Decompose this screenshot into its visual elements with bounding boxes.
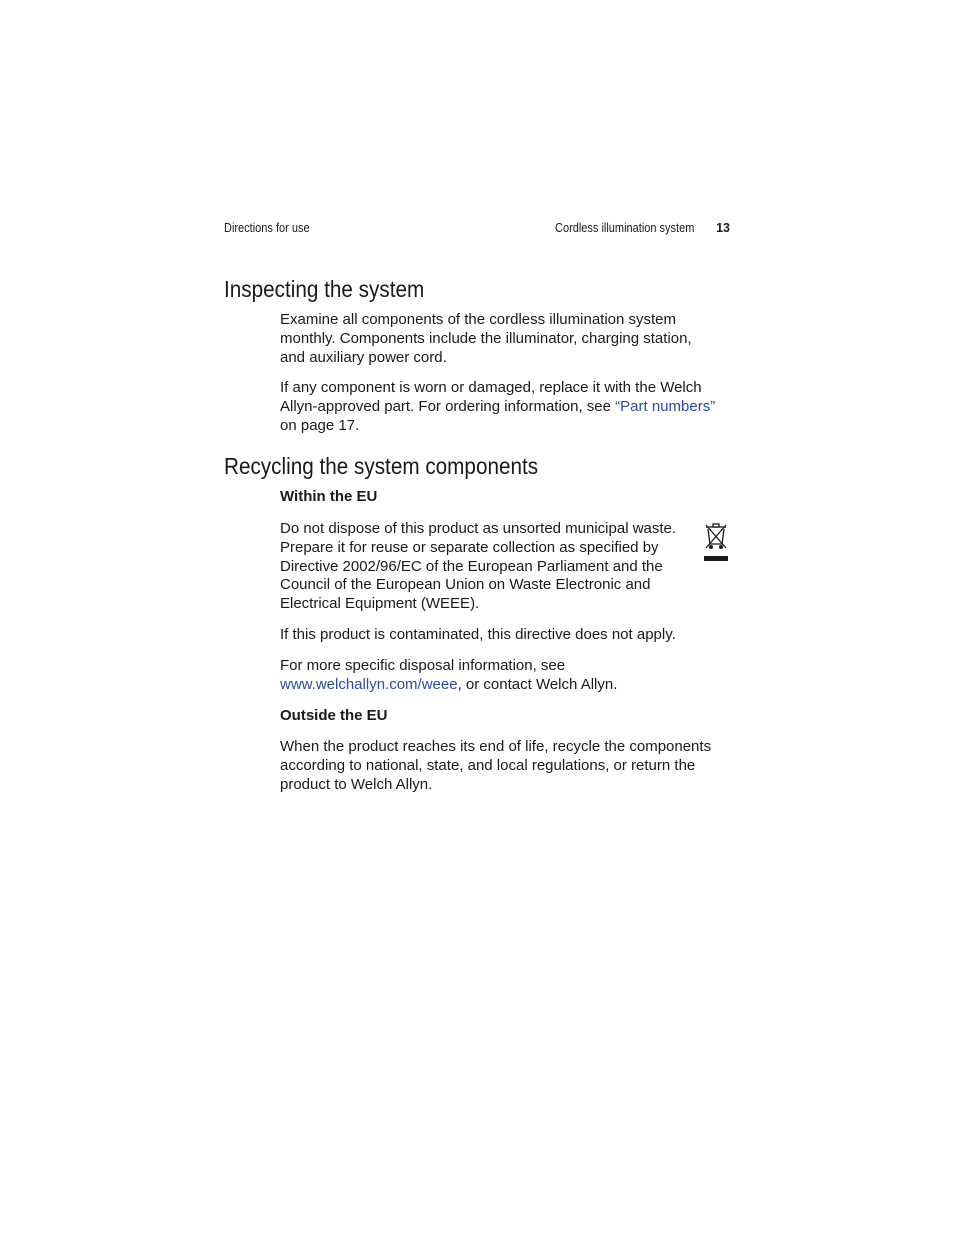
within-eu-paragraph: Do not dispose of this product as unsorted municipal waste. Prepare it for reuse or separate collection as specified by Directive 2002/96/EC of the European Parliament and the Council of the European Union on Waste Electronic and Electrical Equipment (WEEE). [280,520,677,613]
running-header-title: Cordless illumination system [554,221,695,235]
contaminated-body [280,626,730,645]
disposal-info-body [280,657,730,695]
section-heading-recycling: Recycling the system components [224,453,539,479]
inspecting-paragraph-2-text: If any component is worn or damaged, replace it with the Welch Allyn-approved part. For ordering information, see [280,379,702,416]
outside-eu-body [280,738,730,794]
disposal-info-paragraph [280,657,730,695]
inspecting-paragraph-2-tail: on page 17. [280,416,360,434]
within-eu-body [280,520,696,614]
outside-eu-paragraph: When the product reaches its end of life, recycle the components according to national, state, and local regulations, or return the product to Welch Allyn. [280,738,712,793]
section-heading-inspecting: Inspecting the system [224,276,425,302]
inspecting-paragraph-2 [280,379,730,435]
running-header-left: Directions for use [224,221,310,235]
running-header-right [536,221,730,235]
disposal-info-text: For more specific disposal information, see [280,657,566,674]
page-number: 13 [716,221,730,235]
inspecting-paragraph-1: Examine all components of the cordless illumination system monthly. Components include the illuminator, charging station, and auxiliary power cord. [280,311,692,366]
part-numbers-link[interactable]: “Part numbers” [615,398,716,416]
crossed-out-wheeled-bin-icon [703,522,729,562]
inspecting-body [280,311,730,436]
subheading-within-eu: Within the EU [280,488,378,505]
subheading-outside-eu: Outside the EU [280,707,388,724]
contaminated-paragraph: If this product is contaminated, this directive does not apply. [280,626,676,643]
weee-website-link[interactable]: www.welchallyn.com/weee [280,675,458,693]
disposal-info-tail: , or contact Welch Allyn. [457,675,618,693]
